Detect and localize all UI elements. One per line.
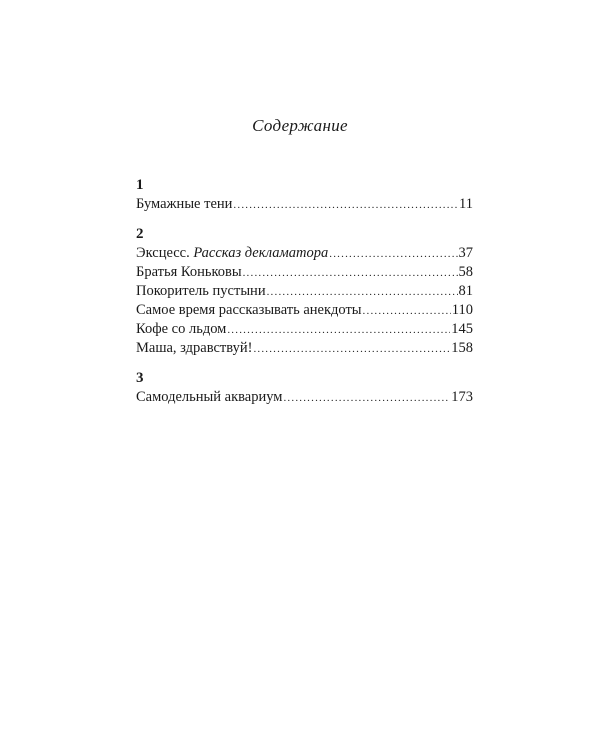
entry-title: Маша, здравствуй! [136, 340, 253, 356]
toc-entry[interactable] [136, 244, 473, 263]
entry-title: Эксцесс. Рассказ декламатора [136, 245, 329, 261]
dot-leader [329, 245, 457, 264]
entry-title: Самодельный аквариум [136, 389, 283, 405]
toc-entry[interactable] [136, 301, 473, 320]
entry-title: Кофе со льдом [136, 321, 227, 337]
dot-leader [253, 340, 450, 359]
toc-entry[interactable] [136, 339, 473, 358]
dot-leader [233, 196, 458, 215]
entry-page-number: 158 [451, 340, 473, 356]
toc-title: Содержание [252, 116, 348, 135]
toc-entry[interactable] [136, 195, 473, 214]
toc-entry[interactable] [136, 263, 473, 282]
toc-entry[interactable] [136, 320, 473, 339]
dot-leader [243, 264, 458, 283]
section-number-1: 1 [136, 177, 144, 193]
entry-title: Бумажные тени [136, 196, 233, 212]
table-of-contents [136, 176, 473, 407]
entry-page-number: 81 [458, 283, 473, 299]
dot-leader [227, 321, 450, 340]
dot-leader [363, 302, 451, 321]
toc-entry[interactable] [136, 282, 473, 301]
entry-title: Покоритель пустыни [136, 283, 266, 299]
entry-page-number: 58 [458, 264, 473, 280]
section-number-3: 3 [136, 370, 144, 386]
entry-title: Братья Коньковы [136, 264, 242, 280]
dot-leader [267, 283, 458, 302]
dot-leader [283, 389, 450, 408]
entry-page-number: 173 [451, 389, 473, 405]
entry-page-number: 37 [458, 245, 473, 261]
entry-page-number: 11 [459, 196, 473, 212]
entry-subtitle: Рассказ декламатора [193, 245, 329, 261]
section-number-2: 2 [136, 226, 144, 242]
entry-page-number: 110 [451, 302, 473, 318]
toc-entry[interactable] [136, 388, 473, 407]
entry-title: Самое время рассказывать анекдоты [136, 302, 362, 318]
entry-page-number: 145 [451, 321, 473, 337]
